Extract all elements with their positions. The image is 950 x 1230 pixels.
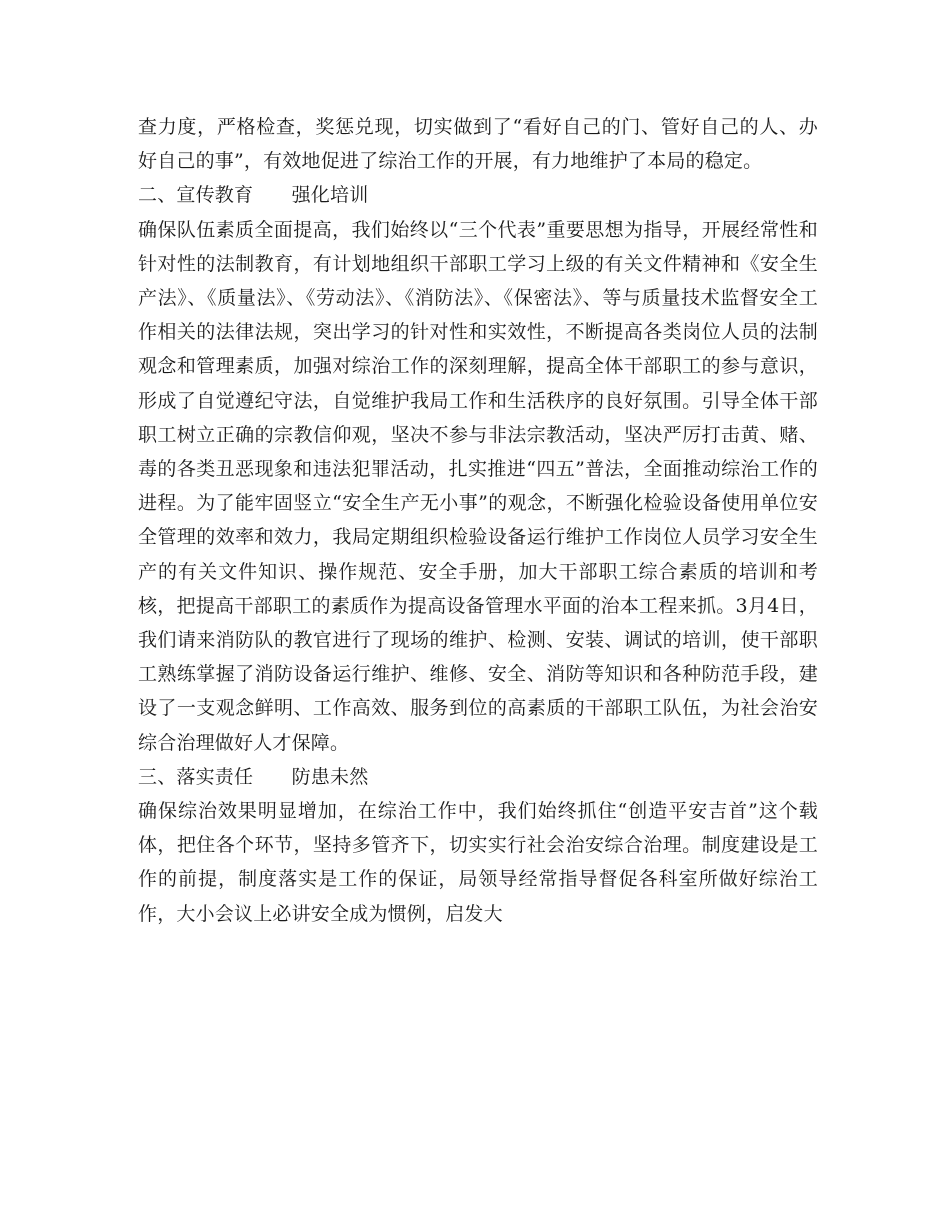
body-paragraph: 确保综治效果明显增加，在综治工作中，我们始终抓住“创造平安吉首”这个载体，把住各个环节，坚持多管齐下，切实实行社会治安综合治理。制度建设是工作的前提，制度落实是工作的保证，局领导经常指导督促各科室所做好综治工作，大小会议上必讲安全成为惯例，启发大: [138, 800, 818, 925]
section-heading-publicity-training: 二、宣传教育 强化培训: [138, 184, 369, 207]
section-heading-responsibility: 三、落实责任 防患未然: [138, 765, 369, 788]
document-page: [138, 110, 818, 931]
body-paragraph: 查力度，严格检查，奖惩兑现，切实做到了“看好自己的门、管好自己的人、办好自己的事”，有效地促进了综治工作的开展，有力地维护了本局的稳定。: [138, 116, 818, 173]
body-paragraph: 确保队伍素质全面提高，我们始终以“三个代表”重要思想为指导，开展经常性和针对性的法制教育，有计划地组织干部职工学习上级的有关文件精神和《安全生产法》、《质量法》、《劳动法》、《消防法》、《保密法》、等与质量技术监督安全工作相关的法律法规，突出学习的针对性和实效性，不断提高各类岗位人员的法制观念和管理素质，加强对综治工作的深刻理解，提高全体干部职工的参与意识，形成了自觉遵纪守法，自觉维护我局工作和生活秩序的良好氛围。引导全体干部职工树立正确的宗教信仰观，坚决不参与非法宗教活动，坚决严厉打击黄、赌、毒的各类丑恶现象和违法犯罪活动，扎实推进“四五”普法，全面推动综治工作的进程。为了能牢固竖立“安全生产无小事”的观念，不断强化检验设备使用单位安全管理的效率和效力，我局定期组织检验设备运行维护工作岗位人员学习安全生产的有关文件知识、操作规范、安全手册，加大干部职工综合素质的培训和考核，把提高干部职工的素质作为提高设备管理水平面的治本工程来抓。3月4日，我们请来消防队的教官进行了现场的维护、检测、安装、调试的培训，使干部职工熟练掌握了消防设备运行维护、维修、安全、消防等知识和各种防范手段，建设了一支观念鲜明、工作高效、服务到位的高素质的干部职工队伍，为社会治安综合治理做好人才保障。: [138, 218, 818, 754]
